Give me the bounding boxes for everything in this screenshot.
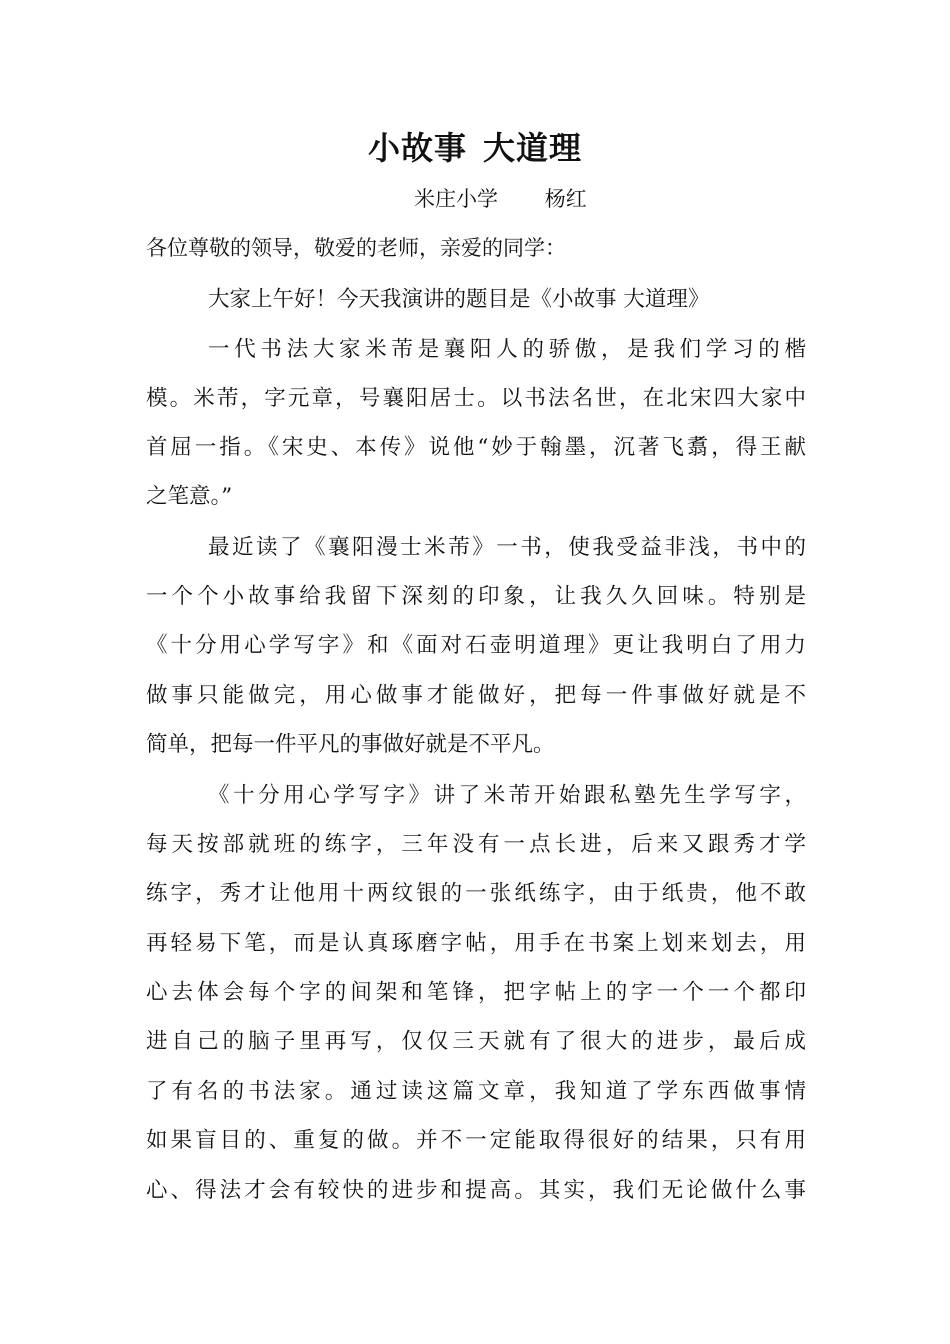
body-line: 大家上午好！今天我演讲的题目是《小故事 大道理》 [208,287,710,312]
body-line: 每天按部就班的练字，三年没有一点长进，后来又跟秀才学 [146,832,806,857]
body-line: 首屈一指。《宋史、本传》说他“妙于翰墨，沉著飞翥，得王献 [146,435,806,460]
title-part-1: 小故事 [367,129,467,167]
body-line: 最近读了《襄阳漫士米芾》一书，使我受益非浅，书中的 [208,535,806,560]
body-line: 模。米芾，字元章，号襄阳居士。以书法名世，在北宋四大家中 [146,386,806,411]
body-line: 如果盲目的、重复的做。并不一定能取得很好的结果，只有用 [146,1128,806,1153]
document-title [0,126,950,170]
body-line: 心去体会每个字的间架和笔锋，把字帖上的字一个一个都印 [146,980,806,1005]
body-line: 再轻易下笔，而是认真琢磨字帖，用手在书案上划来划去，用 [146,931,806,956]
body-line: 做事只能做完，用心做事才能做好，把每一件事做好就是不 [146,683,806,708]
body-line: 简单，把每一件平凡的事做好就是不平凡。 [146,732,555,757]
body-line: 一代书法大家米芾是襄阳人的骄傲，是我们学习的楷 [208,337,806,362]
body-line: 练字，秀才让他用十两纹银的一张纸练字，由于纸贵，他不敢 [146,881,806,906]
body-line: 进自己的脑子里再写，仅仅三天就有了很大的进步，最后成 [146,1029,806,1054]
author-byline: 米庄小学 杨红 [414,187,587,211]
body-line: 一个个小故事给我留下深刻的印象，让我久久回味。特别是 [146,584,806,609]
body-line: 之笔意。” [146,484,233,509]
body-line: 心、得法才会有较快的进步和提高。其实，我们无论做什么事 [146,1178,806,1203]
title-part-2: 大道理 [483,129,583,167]
body-line: 《十分用心学写字》讲了米芾开始跟私塾先生学写字， [208,783,806,808]
body-line: 《十分用心学写字》和《面对石壶明道理》更让我明白了用力 [146,633,806,658]
salutation: 各位尊敬的领导，敬爱的老师，亲爱的同学： [146,236,566,260]
body-line: 了有名的书法家。通过读这篇文章，我知道了学东西做事情 [146,1079,806,1104]
